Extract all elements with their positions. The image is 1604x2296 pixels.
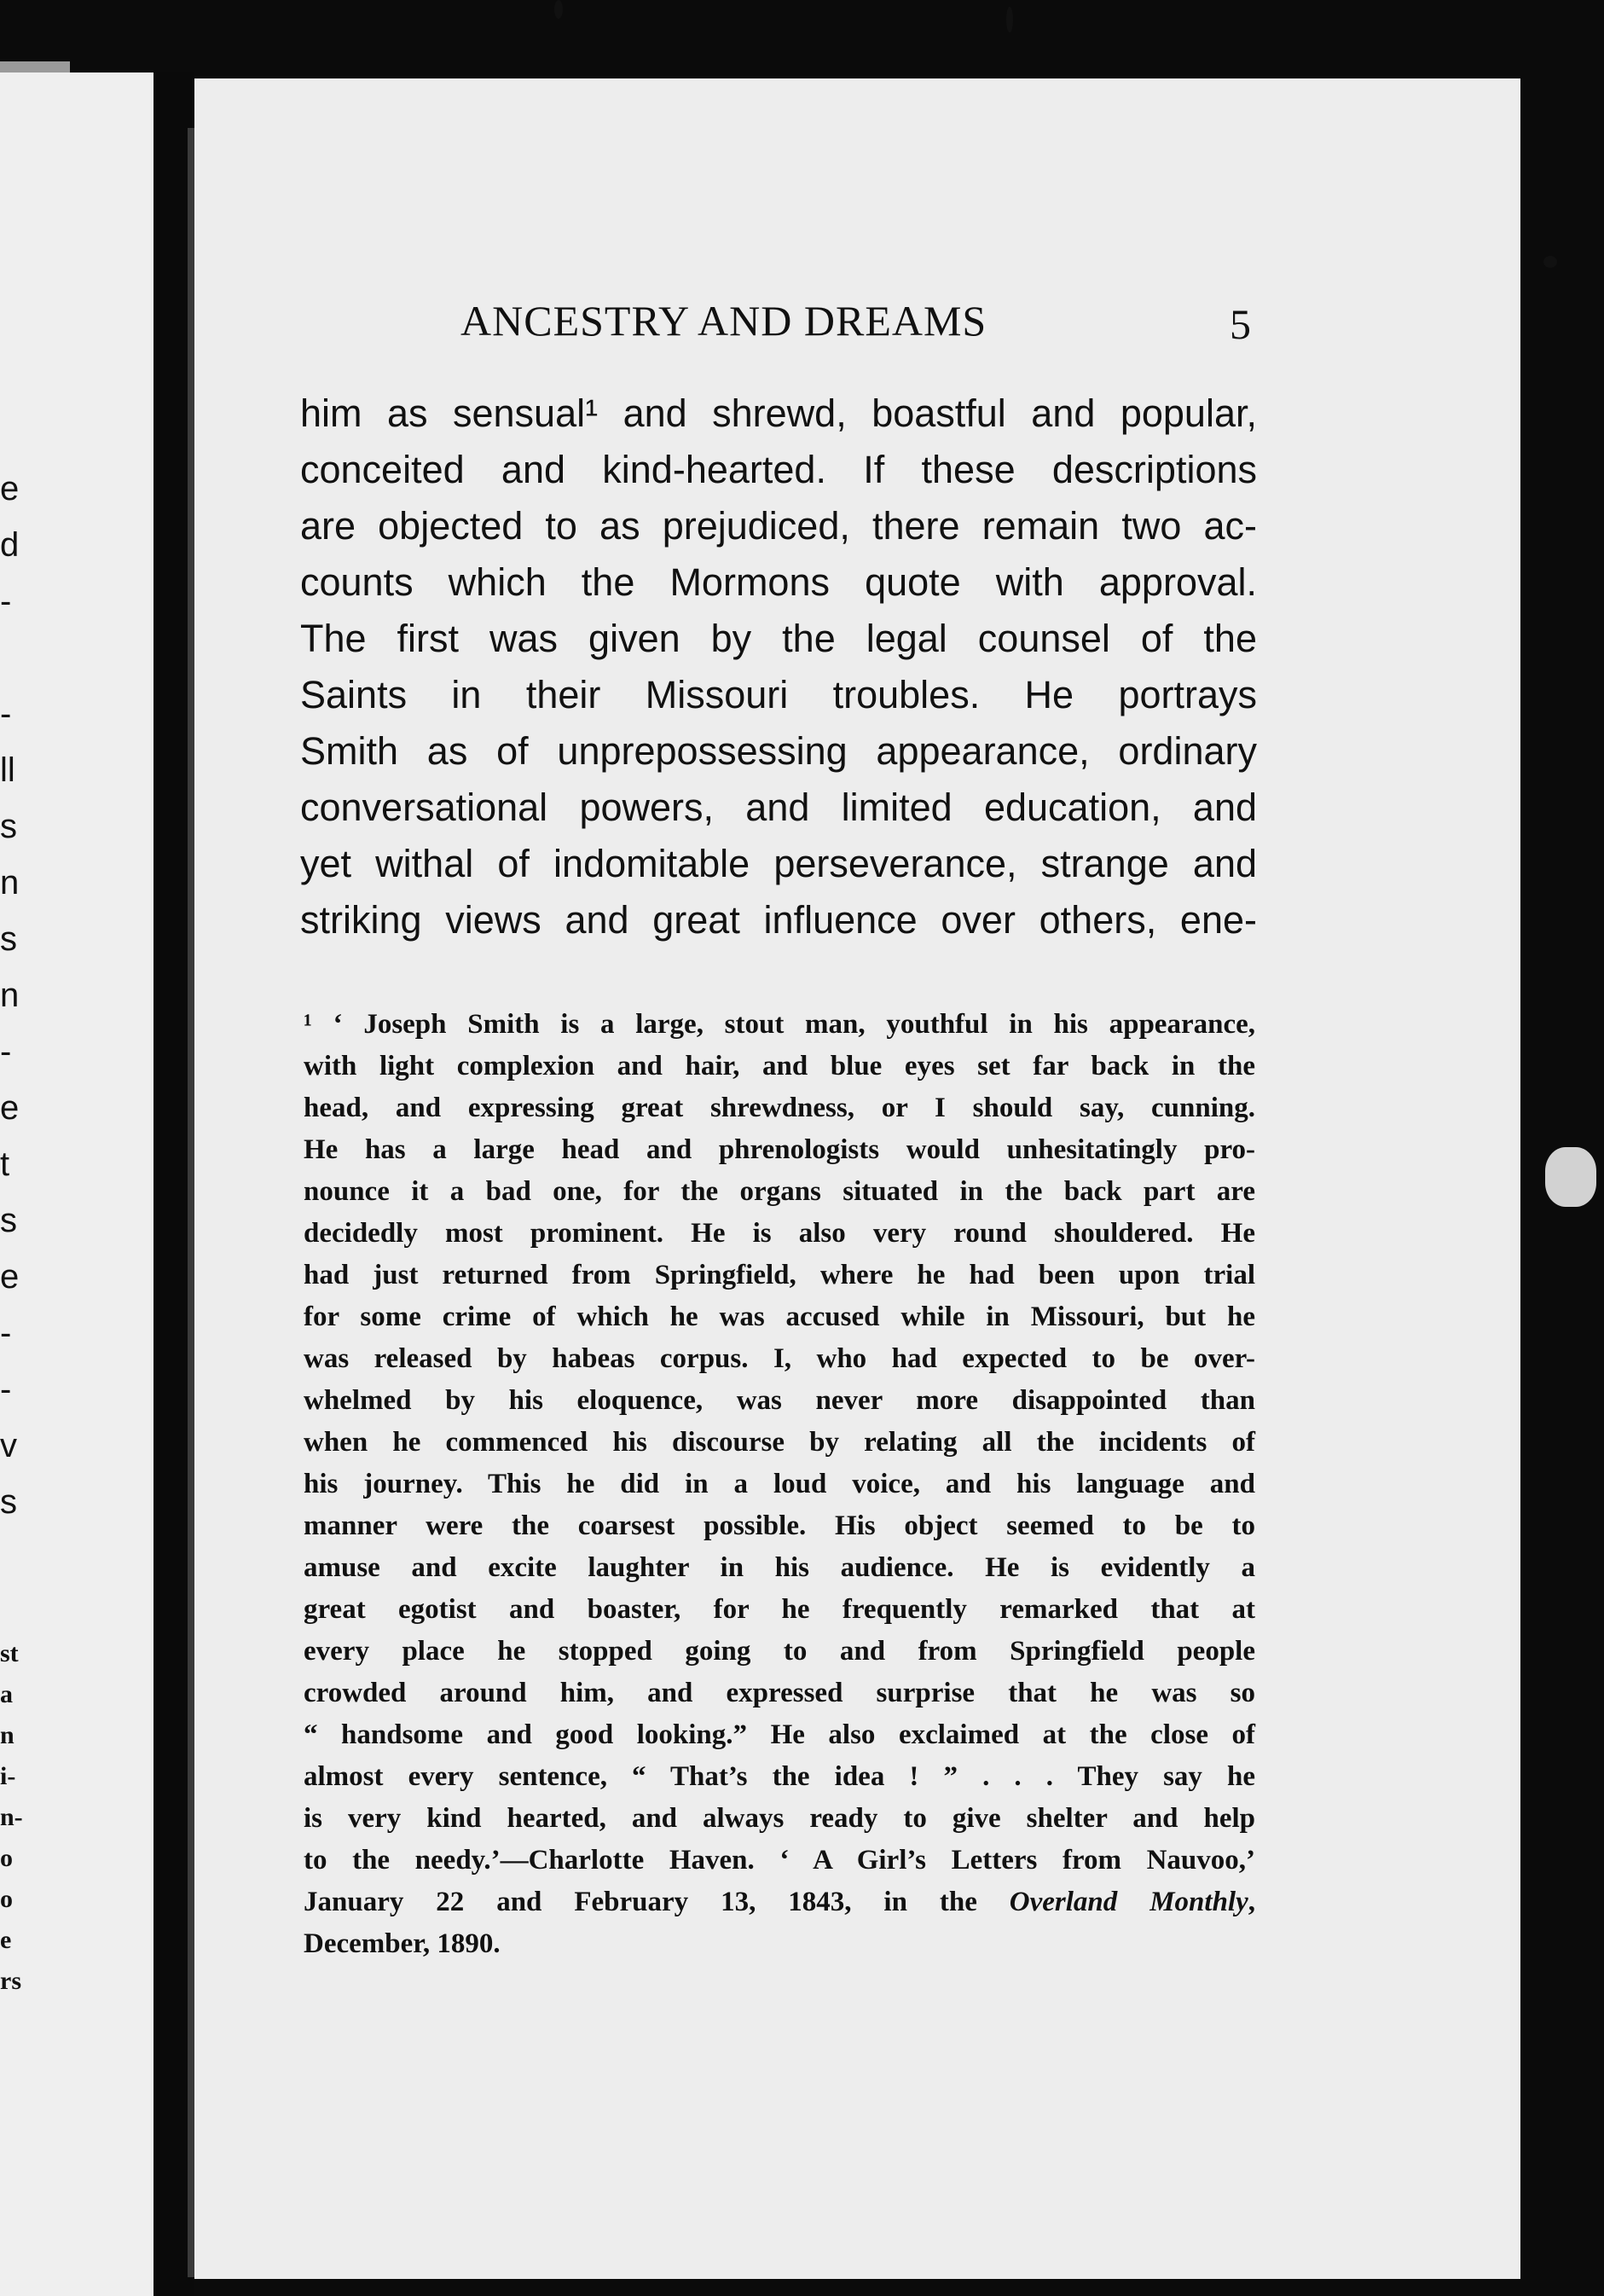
previous-page-fragment: o xyxy=(0,1844,13,1872)
footnote xyxy=(304,1004,1255,1965)
footnote-line: was released by habeas corpus. I, who had expected to be over- xyxy=(304,1343,1255,1374)
previous-page-fragment: v xyxy=(0,1427,17,1464)
previous-page-fragment: i- xyxy=(0,1762,16,1790)
previous-page-fragment: s xyxy=(0,920,17,958)
body-line: yet withal of indomitable perseverance, strange and xyxy=(300,842,1257,885)
previous-page-fragment: n xyxy=(0,977,20,1014)
footnote-line: decidedly most prominent. He is also very round shouldered. He xyxy=(304,1218,1255,1249)
footnote-line: had just returned from Springfield, where he had been upon trial xyxy=(304,1260,1255,1290)
previous-page-fragment: rs xyxy=(0,1967,21,1995)
body-line: counts which the Mormons quote with approval. xyxy=(300,560,1257,604)
body-line: striking views and great influence over others, ene- xyxy=(300,898,1257,942)
footnote-line: when he commenced his discourse by relating all the incidents of xyxy=(304,1427,1255,1458)
previous-page-fragment xyxy=(0,629,20,686)
previous-page-fragment: s xyxy=(0,1202,17,1239)
footnote-line: for some crime of which he was accused while in Missouri, but he xyxy=(304,1302,1255,1332)
previous-page-fragment: o xyxy=(0,1885,13,1913)
citation-prefix: January 22 and February 13, 1843, in the xyxy=(304,1887,1010,1917)
footnote-line: every place he stopped going to and from Springfield people xyxy=(304,1636,1255,1667)
previous-page-fragment: n xyxy=(0,1721,14,1749)
body-line: him as sensual¹ and shrewd, boastful and popular, xyxy=(300,391,1257,435)
previous-page-fragment: a xyxy=(0,1680,13,1708)
page-number: 5 xyxy=(1230,300,1252,348)
footnote-line: manner were the coarsest possible. His object seemed to be to xyxy=(304,1510,1255,1541)
book-page xyxy=(194,78,1520,2279)
footnote-line: ¹ ‘ Joseph Smith is a large, stout man, youthful in his appearance, xyxy=(304,1009,1255,1040)
previous-page-fragment: ll xyxy=(0,751,15,789)
previous-page-fragment: - xyxy=(0,1371,12,1408)
footnote-line: nounce it a bad one, for the organs situated in the back part are xyxy=(304,1176,1255,1207)
footnote-line: to the needy.’—Charlotte Haven. ‘ A Girl’s Letters from Nauvoo,’ xyxy=(304,1845,1255,1876)
previous-page-fragment: s xyxy=(0,1483,17,1521)
citation-suffix: , xyxy=(1248,1887,1255,1917)
body-line: are objected to as prejudiced, there remain two ac- xyxy=(300,504,1257,548)
footnote-line: great egotist and boaster, for he frequently remarked that at xyxy=(304,1594,1255,1625)
footnote-line: is very kind hearted, and always ready to give shelter and help xyxy=(304,1803,1255,1834)
previous-page-fragment: t xyxy=(0,1145,10,1183)
body-line: Saints in their Missouri troubles. He portrays xyxy=(300,673,1257,716)
footnote-line: December, 1890. xyxy=(304,1928,501,1959)
previous-page-fragment: - xyxy=(0,695,12,733)
previous-page-footnote-fragments xyxy=(0,1633,23,2002)
previous-page-fragment: e xyxy=(0,1258,20,1296)
previous-page-fragment: - xyxy=(0,1314,12,1352)
footnote-line: head, and expressing great shrewdness, or I should say, cunning. xyxy=(304,1093,1255,1123)
previous-page-fragment: n- xyxy=(0,1803,23,1831)
previous-page-fragment: e xyxy=(0,470,20,507)
footnote-line: his journey. This he did in a loud voice, and his language and xyxy=(304,1469,1255,1499)
previous-page-text-fragments xyxy=(0,461,20,1530)
previous-page xyxy=(0,72,153,2296)
body-line: conversational powers, and limited education, and xyxy=(300,786,1257,829)
journal-title: Overland Monthly xyxy=(1009,1887,1248,1917)
footnote-line: almost every sentence, “ That’s the idea ! ” . . . They say he xyxy=(304,1761,1255,1792)
previous-page-fragment: e xyxy=(0,1089,20,1127)
previous-page-fragment: - xyxy=(0,1033,12,1070)
footnote-line: with light complexion and hair, and blue eyes set far back in the xyxy=(304,1051,1255,1081)
body-paragraph xyxy=(300,386,1257,948)
previous-page-fragment: - xyxy=(0,583,12,620)
scan-blemish xyxy=(1545,1147,1596,1207)
footnote-line: amuse and excite laughter in his audience. He is evidently a xyxy=(304,1552,1255,1583)
body-line: conceited and kind-hearted. If these descriptions xyxy=(300,448,1257,491)
scan-speck xyxy=(554,0,563,19)
footnote-citation-line xyxy=(304,1881,1255,1923)
body-line: Smith as of unprepossessing appearance, ordinary xyxy=(300,729,1257,773)
previous-page-fragment: s xyxy=(0,808,17,845)
footnote-line: “ handsome and good looking.” He also exclaimed at the close of xyxy=(304,1719,1255,1750)
scan-speck xyxy=(1543,256,1557,268)
previous-page-fragment: e xyxy=(0,1926,12,1954)
previous-page-fragment: d xyxy=(0,526,20,564)
scan-speck xyxy=(1006,7,1013,32)
body-line: The first was given by the legal counsel of the xyxy=(300,617,1257,660)
running-head-title: ANCESTRY AND DREAMS xyxy=(460,297,987,345)
footnote-line: whelmed by his eloquence, was never more disappointed than xyxy=(304,1385,1255,1416)
previous-page-fragment: n xyxy=(0,864,20,902)
footnote-line: crowded around him, and expressed surprise that he was so xyxy=(304,1678,1255,1708)
footnote-line: He has a large head and phrenologists would unhesitatingly pro- xyxy=(304,1134,1255,1165)
previous-page-fragment: st xyxy=(0,1639,19,1667)
